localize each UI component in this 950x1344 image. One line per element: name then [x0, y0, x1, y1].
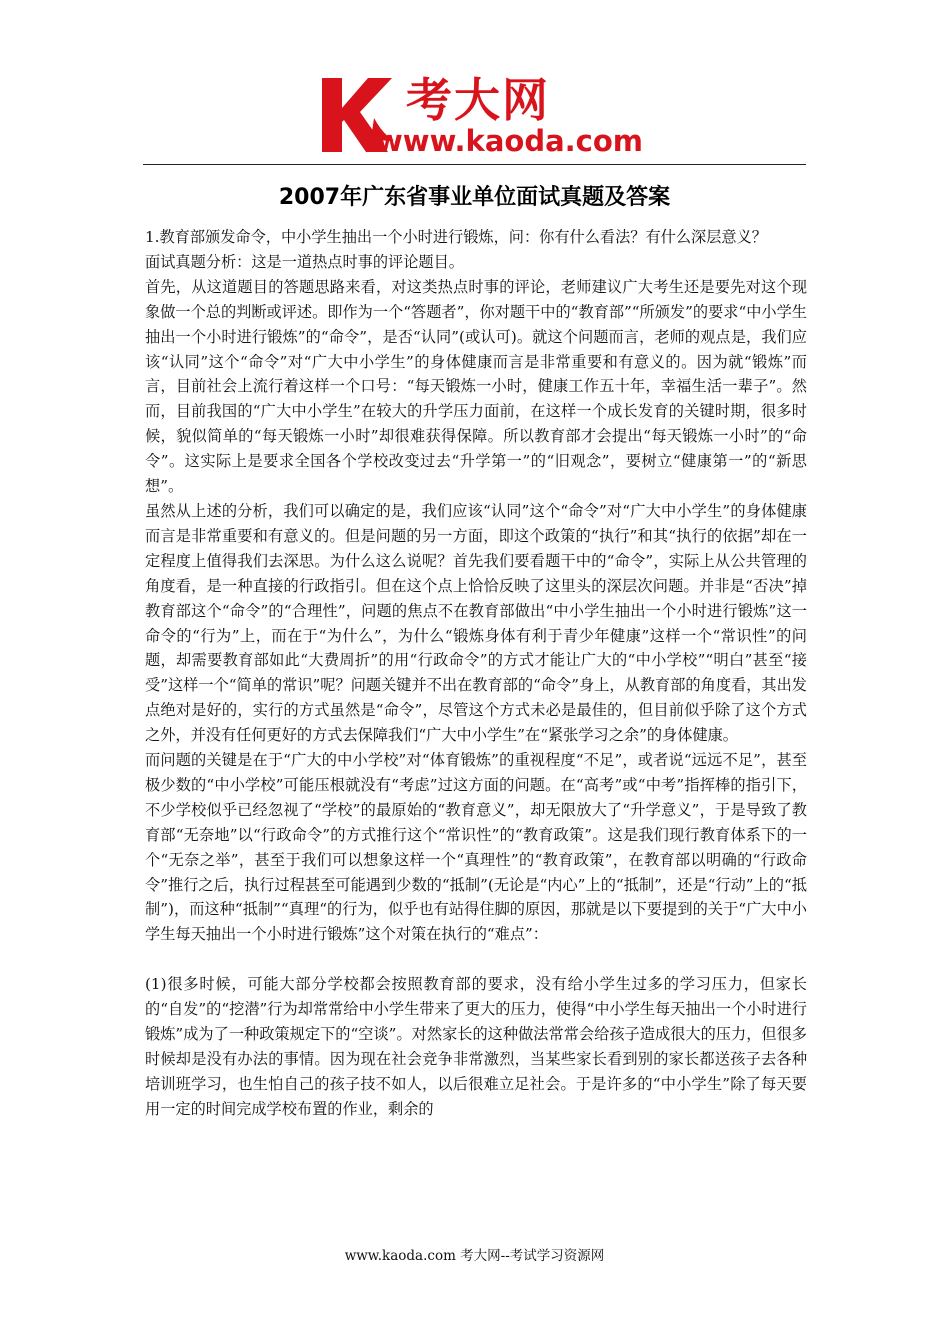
- paragraph: 而问题的关键是在于“广大的中小学校”对“体育锻炼”的重视程度“不足”，或者说“远远不足”，甚至极少数的“中小学校”可能压根就没有“考虑”过这方面的问题。在“高考”或“中考”指挥棒的指引下，不少学校似乎已经忽视了“学校”的最原始的“教育意义”，却无限放大了“升学意义”，于是导致了教育部“无奈地”以“行政命令”的方式推行这个“常识性”的“教育政策”。这是我们现行教育体系下的一个“无奈之举”，甚至于我们可以想象这样一个“真理性”的“教育政策”，在教育部以明确的“行政命令”推行之后，执行过程甚至可能遇到少数的“抵制”(无论是“内心”上的“抵制”，还是“行动”上的“抵制”)，而这种“抵制”“真理“的行为，似乎也有站得住脚的原因，那就是以下要提到的关于“广大中小学生每天抽出一个小时进行锻炼”这个对策在执行的“难点”：: [145, 751, 807, 944]
- document-body: [145, 225, 807, 1122]
- header-divider: [143, 164, 806, 165]
- paragraph-analysis: 面试真题分析：这是一道热点时事的评论题目。: [145, 252, 464, 271]
- page-footer: www.kaoda.com 考大网--考试学习资源网: [344, 1248, 605, 1264]
- document-title: 2007年广东省事业单位面试真题及答案: [278, 185, 671, 210]
- paragraph: 虽然从上述的分析，我们可以确定的是，我们应该“认同”这个“命令”对“广大中小学生”的身体健康而言是非常重要和有意义的。但是问题的另一方面，即这个政策的“执行”和其“执行的依据”却在一定程度上值得我们去深思。为什么这么说呢？首先我们要看题干中的“命令”，实际上从公共管理的角度看，是一种直接的行政指引。但在这个点上恰恰反映了这里头的深层次问题。并非是“否决”掉教育部这个“命令”的“合理性”，问题的焦点不在教育部做出“中小学生抽出一个小时进行锻炼”这一命令的“行为”上，而在于“为什么”，为什么“锻炼身体有利于青少年健康”这样一个“常识性”的问题，却需要教育部如此“大费周折”的用“行政命令”的方式才能让广大的“中小学校”“明白”甚至“接受”这样一个“简单的常识”呢？问题关键并不出在教育部的“命令”身上，从教育部的角度看，其出发点绝对是好的，实行的方式虽然是“命令”，尽管这个方式未必是最佳的，但目前似乎除了这个方式之外，并没有任何更好的方式去保障我们“广大中小学生”在“紧张学习之余”的身体健康。: [145, 501, 807, 745]
- brand-name: 考大网: [406, 73, 550, 127]
- paragraph: 首先，从这道题目的答题思路来看，对这类热点时事的评论，老师建议广大考生还是要先对这个现象做一个总的判断或评述。即作为一个“答题者”，你对题干中的“教育部”“所颁发”的要求“中小学生抽出一个小时进行锻炼”的“命令”，是否“认同”(或认可)。就这个问题而言，老师的观点是，我们应该“认同”这个“命令”对“广大中小学生”的身体健康而言是非常重要和有意义的。因为就“锻炼”而言，目前社会上流行着这样一个口号：“每天锻炼一小时，健康工作五十年，幸福生活一辈子”。然而，目前我国的“广大中小学生”在较大的升学压力面前，在这样一个成长发育的关键时期，很多时候，貌似简单的“每天锻炼一小时”却很难获得保障。所以教育部才会提出“每天锻炼一小时”的“命令”。这实际上是要求全国各个学校改变过去“升学第一”的“旧观念”，要树立“健康第一”的“新思想”。: [145, 277, 807, 496]
- paragraph-question: 1.教育部颁发命令，中小学生抽出一个小时进行锻炼，问：你有什么看法？有什么深层意义？: [145, 228, 767, 246]
- brand-url: www.kaoda.com: [376, 124, 643, 158]
- paragraph-point-1: (1)很多时候，可能大部分学校都会按照教育部的要求，没有给小学生过多的学习压力，但家长的“自发”的“挖潜”行为却常常给中小学生带来了更大的压力，使得“中小学生每天抽出一个小时进行锻炼”成为了一种政策规定下的“空谈”。对然家长的这种做法常常会给孩子造成很大的压力，但很多时候却是没有办法的事情。因为现在社会竞争非常激烈，当某些家长看到别的家长都送孩子去各种培训班学习，也生怕自己的孩子技不如人，以后很难立足社会。于是许多的“中小学生”除了每天要用一定的时间完成学校布置的作业，剩余的: [145, 975, 807, 1118]
- kaoda-logo: [318, 73, 643, 160]
